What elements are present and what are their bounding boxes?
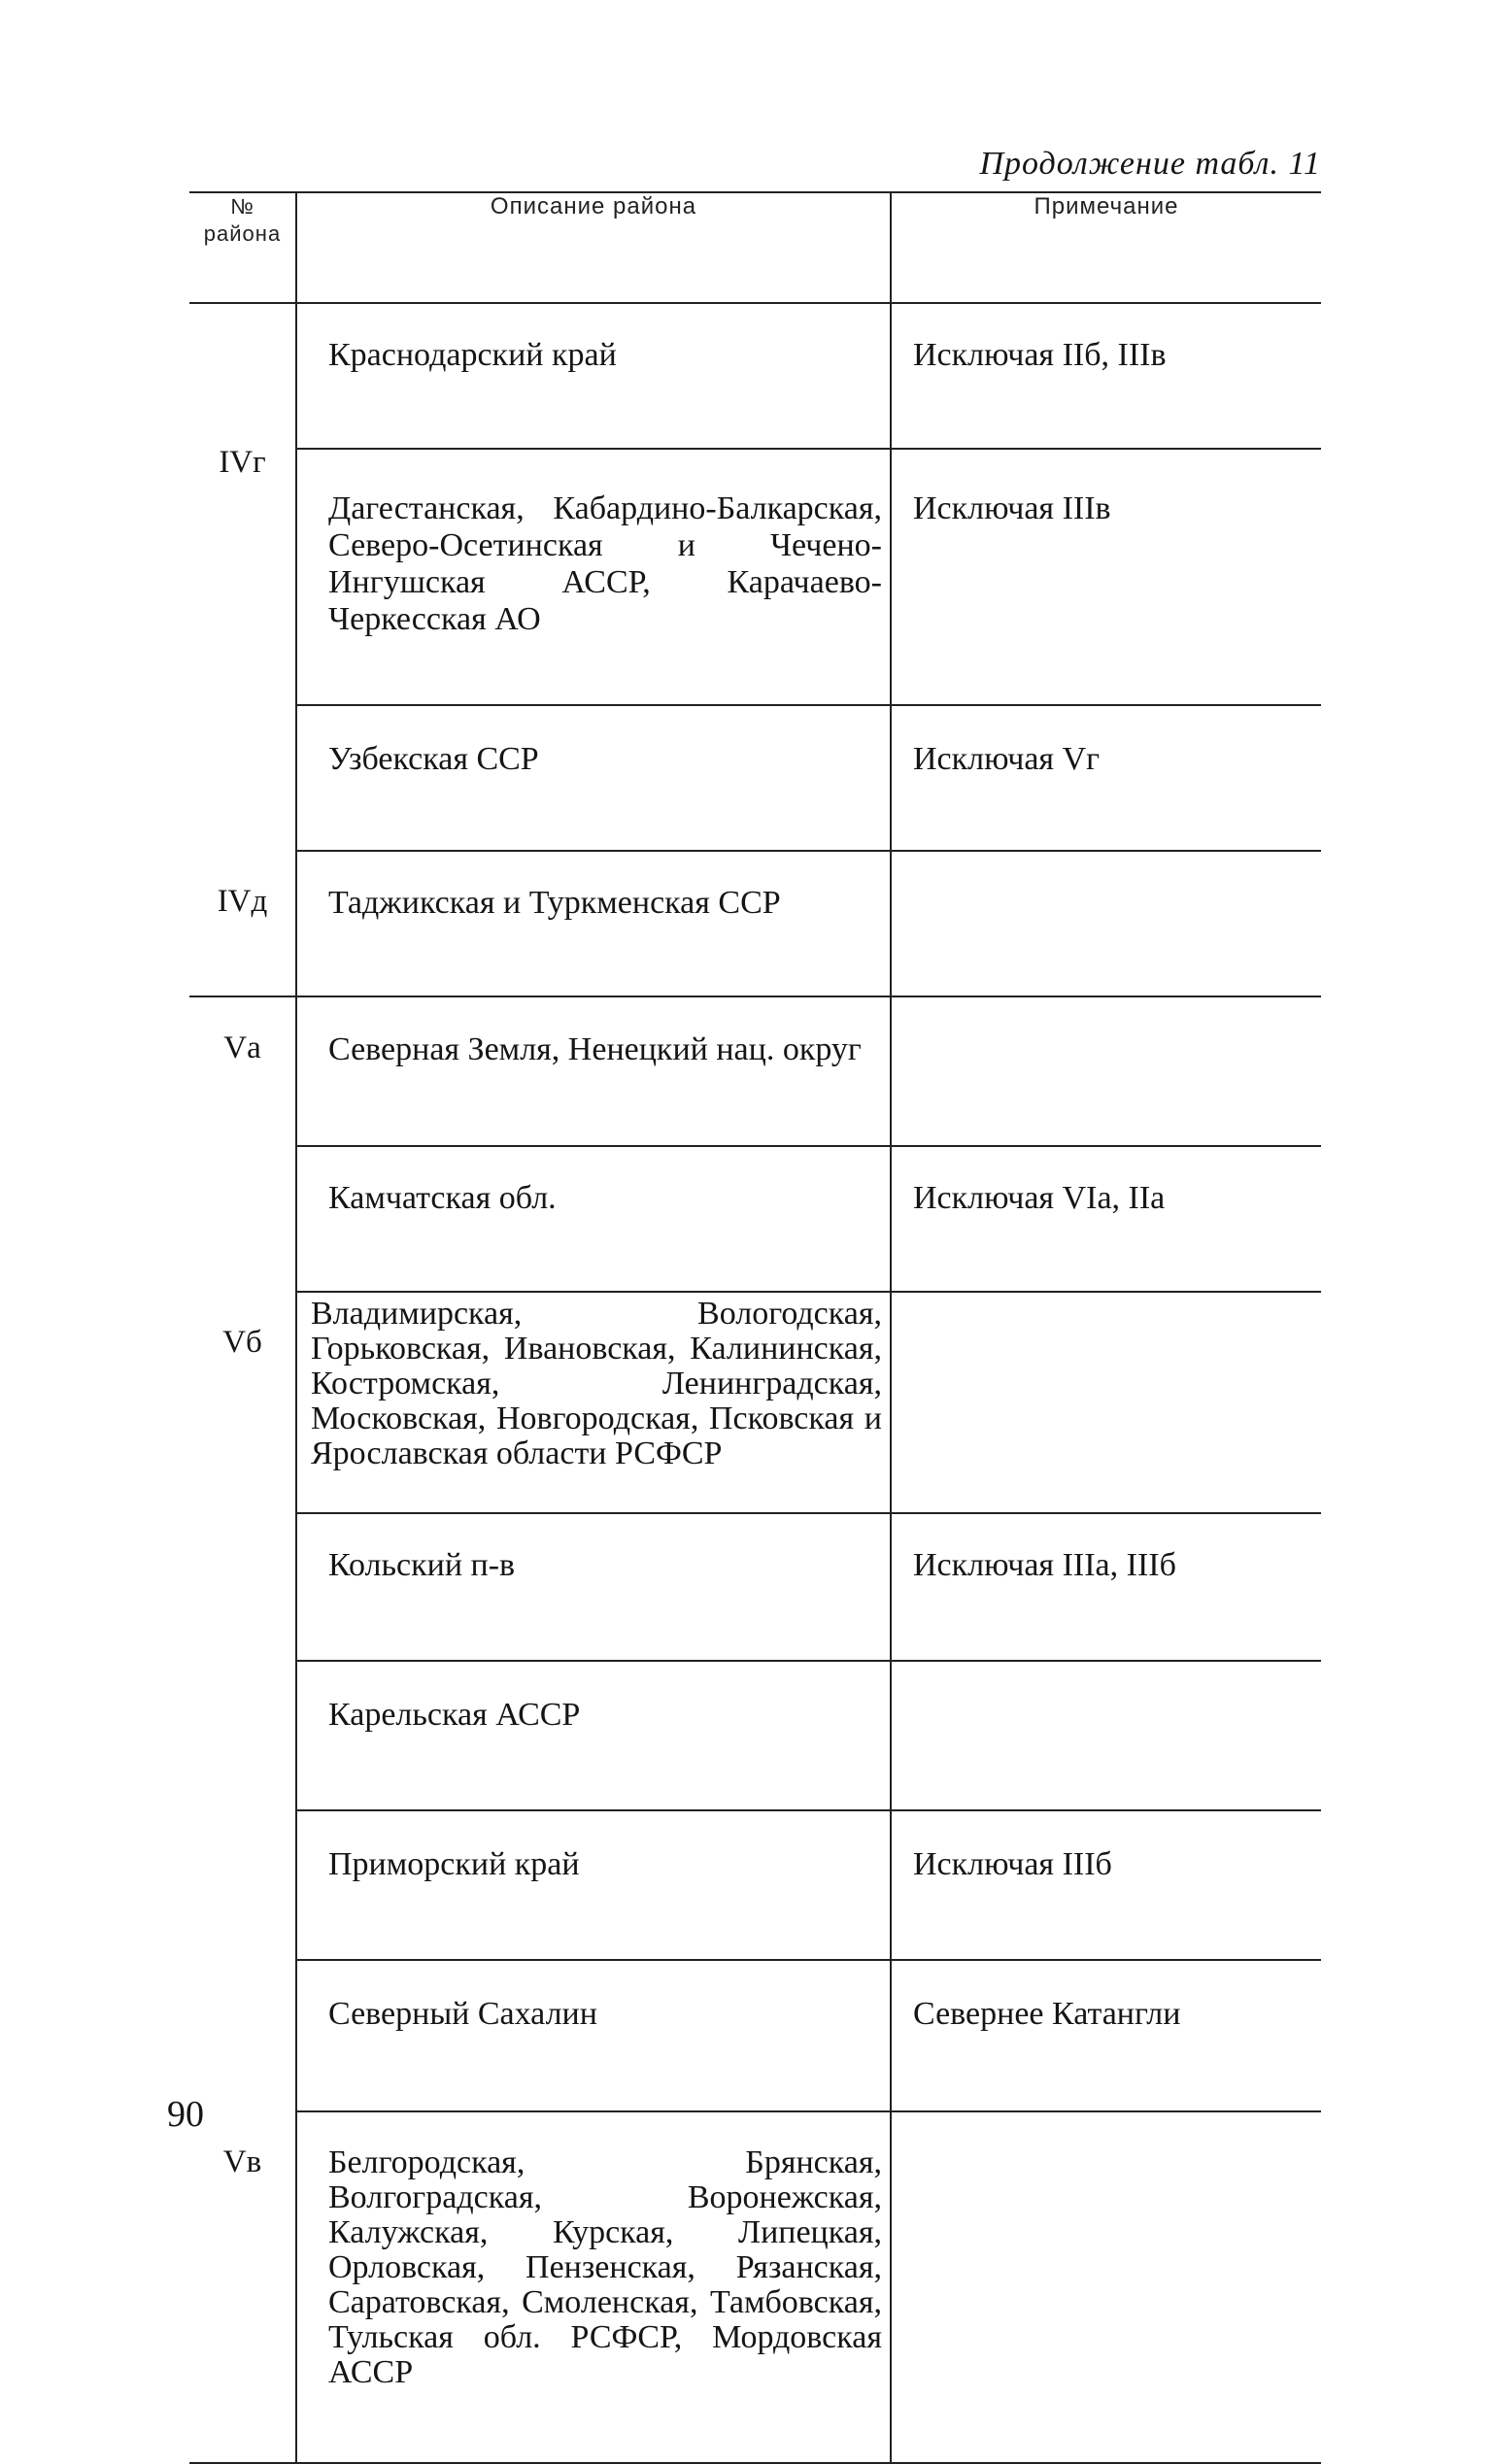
table-row (189, 1513, 1321, 1661)
district-number-text: Vв (222, 2144, 262, 2179)
table-row (189, 1810, 1321, 1960)
district-description: Северный Сахалин (296, 1960, 891, 2111)
district-number-text: Vа (223, 1030, 261, 1065)
table-row (189, 851, 1321, 996)
district-description: Белгородская, Брянская, Волгоградская, Воронежская, Калужская, Курская, Липецкая, Орловская, Пензенская, Рязанская, Саратовская, Смоленская, Тамбовская, Тульская обл. РСФСР, Мордовская АССР (296, 2111, 891, 2463)
table-row (189, 705, 1321, 851)
table-row (189, 1960, 1321, 2111)
district-note (891, 1661, 1321, 1810)
district-number-text: IVг (219, 445, 266, 480)
district-note (891, 996, 1321, 1146)
header-district-word: района (203, 221, 282, 246)
district-number (189, 851, 296, 996)
table-row (189, 449, 1321, 705)
district-description: Приморский край (296, 1810, 891, 1960)
district-note: Исключая IIIв (891, 449, 1321, 705)
district-number (189, 2111, 296, 2463)
table-row (189, 303, 1321, 449)
district-note: Исключая IIIб (891, 1810, 1321, 1960)
district-description: Таджикская и Туркменская ССР (296, 851, 891, 996)
table-row (189, 1146, 1321, 1292)
district-note: Севернее Катангли (891, 1960, 1321, 2111)
district-description: Кольский п-в (296, 1513, 891, 1661)
district-number (189, 996, 296, 1292)
district-note: Исключая IIб, IIIв (913, 337, 1167, 373)
table-row (189, 1292, 1321, 1513)
district-number (189, 303, 296, 851)
district-number-text: Vб (222, 1325, 262, 1360)
district-description: Карельская АССР (296, 1661, 891, 1810)
table-row (189, 1661, 1321, 1810)
district-note (891, 851, 1321, 996)
district-description: Северная Земля, Ненецкий нац. округ (296, 996, 891, 1146)
header-district-number (189, 192, 296, 303)
district-description: Владимирская, Вологодская, Горьковская, Ивановская, Калининская, Костромская, Ленинградская, Московская, Новгородская, Псковская и Ярославская области РСФСР (296, 1292, 891, 1513)
district-note (891, 2111, 1321, 2463)
district-note: Исключая VIа, IIа (891, 1146, 1321, 1292)
districts-table (189, 191, 1321, 2464)
district-number-text: IVд (217, 884, 268, 919)
district-note: Исключая IIIа, IIIб (891, 1513, 1321, 1661)
district-description: Краснодарский край (296, 303, 891, 449)
header-description: Описание района (296, 192, 891, 303)
district-description: Камчатская обл. (296, 1146, 891, 1292)
table-header-row (189, 192, 1321, 303)
district-note: Исключая Vг (891, 705, 1321, 851)
district-number (189, 1292, 296, 2111)
page-number: 90 (167, 2094, 204, 2135)
district-note (891, 1292, 1321, 1513)
table-continuation-label: Продолжение табл. 11 (979, 146, 1321, 182)
table-row (189, 996, 1321, 1146)
district-description: Узбекская ССР (296, 705, 891, 851)
district-description: Дагестанская, Кабардино-Балкарская, Северо-Осетинская и Чечено-Ингушская АССР, Карачаево-Черкесская АО (296, 449, 891, 705)
header-note: Примечание (891, 192, 1321, 303)
header-number-sign: № (230, 194, 254, 219)
table-row (189, 2111, 1321, 2463)
